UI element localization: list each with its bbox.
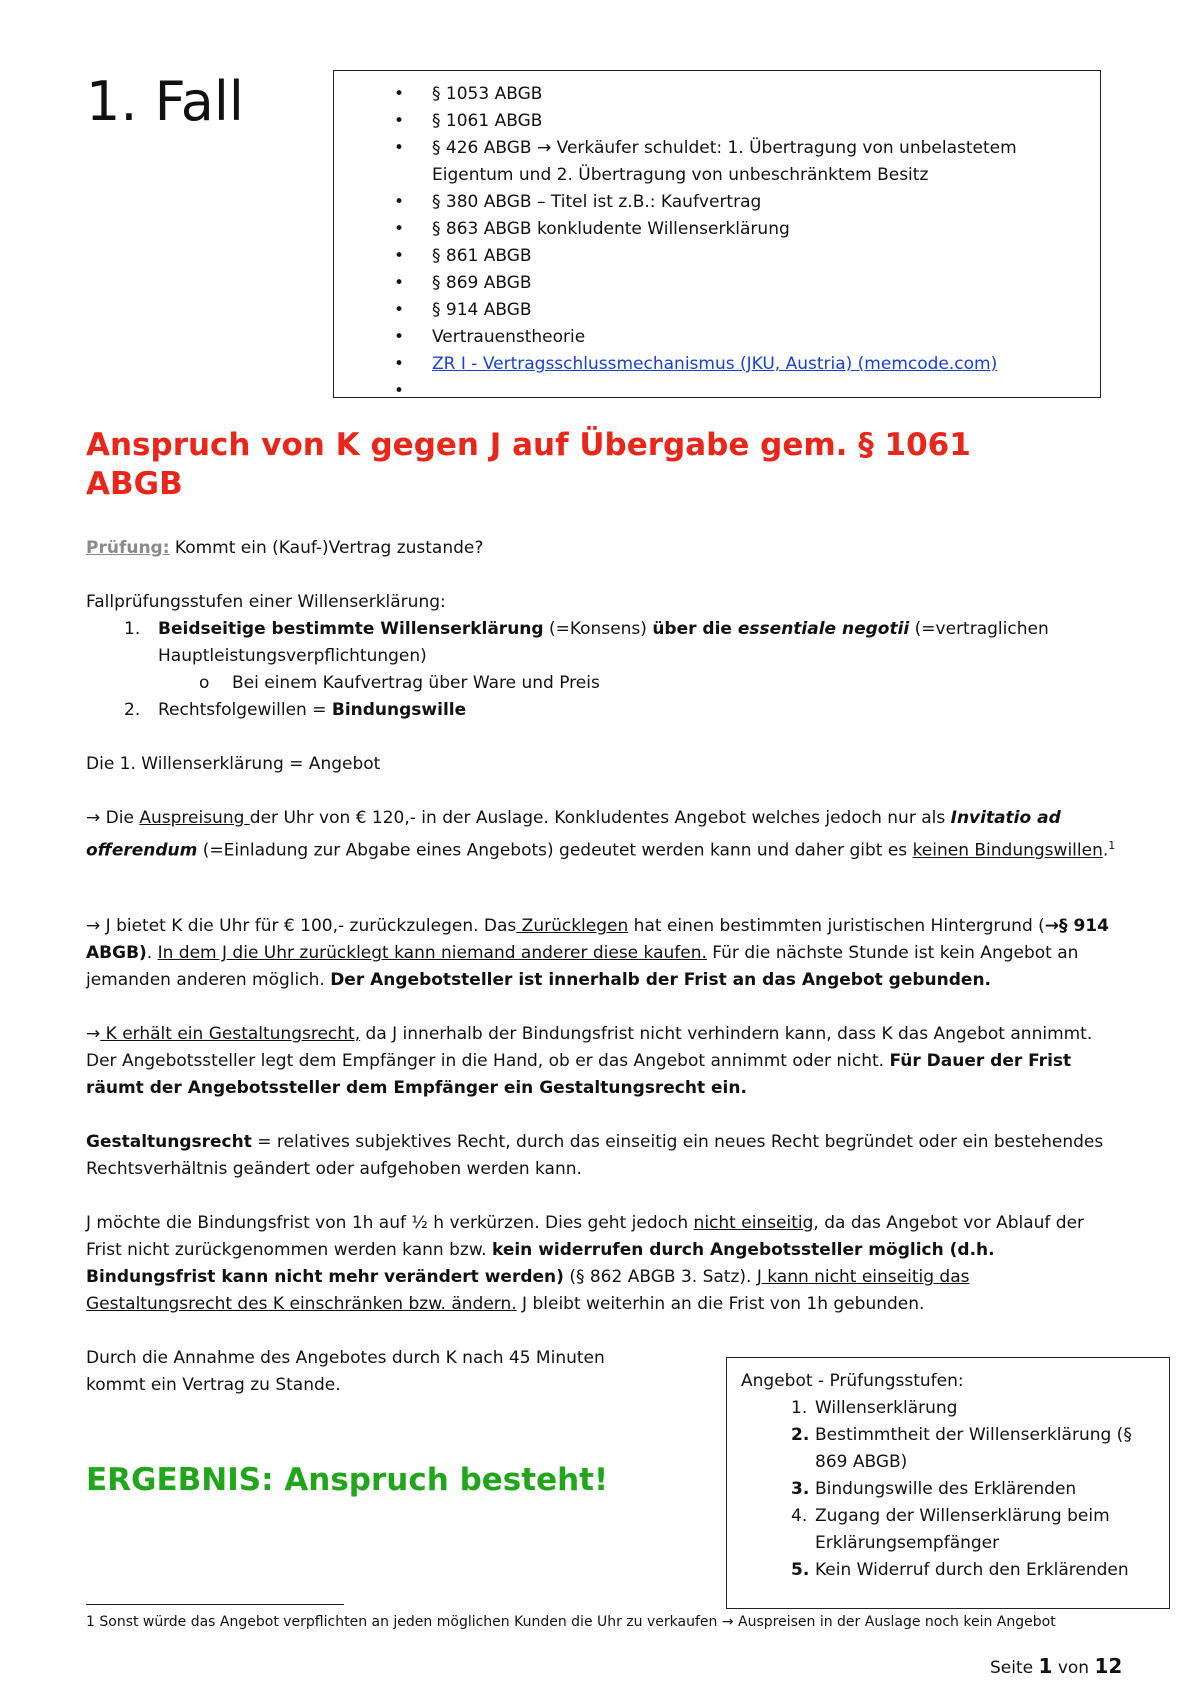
list-item: • § 869 ABGB: [394, 273, 532, 293]
stufen-intro: Fallprüfungsstufen einer Willenserklärung:: [86, 592, 446, 612]
page-number: Seite 1 von 12: [990, 1654, 1123, 1678]
paragraph-bindungsfrist: J möchte die Bindungsfrist von 1h auf ½ h verkürzen. Dies geht jedoch nicht einseitig, da das Angebot vor Ablauf der Frist nicht zurückgenommen werden kann bzw. kein widerrufen durch Angebotssteller möglich (d.h. Bindungsfrist kann nicht mehr verändert werden) (§ 862 ABGB 3. Satz). J kann nicht einseitig das Gestaltungsrecht des K einschränken bzw. ändern. J bleibt weiterhin an die Frist von 1h gebunden.: [86, 1213, 1085, 1314]
list-item: 3. Bindungswille des Erklärenden: [791, 1479, 1077, 1499]
list-item: 2. Bestimmtheit der Willenserklärung (§ 869 ABGB): [791, 1425, 1132, 1472]
memcode-link[interactable]: ZR I - Vertragsschlussmechanismus (JKU, Austria) (memcode.com): [432, 354, 998, 374]
list-item: 1. Beidseitige bestimmte Willenserklärung (=Konsens) über die essentiale negotii (=vertraglichen Hauptleistungsverpflichtungen): [124, 619, 1049, 666]
list-item: • § 426 ABGB → Verkäufer schuldet: 1. Übertragung von unbelastetem Eigentum und 2. Übertragung von unbeschränktem Besitz: [394, 138, 1017, 185]
paragraph-zuruecklegen: → J bietet K die Uhr für € 100,- zurückzulegen. Das Zurücklegen hat einen bestimmten juristischen Hintergrund (→§ 914 ABGB). In dem J die Uhr zurücklegt kann niemand anderer diese kaufen. Für die nächste Stunde ist kein Angebot an jemanden anderen möglich. Der Angebotsteller ist innerhalb der Frist an das Angebot gebunden.: [86, 916, 1109, 990]
list-item: • § 863 ABGB konkludente Willenserklärung: [394, 219, 790, 239]
box-title: Angebot - Prüfungsstufen:: [741, 1371, 964, 1391]
footnote-divider: [86, 1604, 344, 1605]
list-item: • § 914 ABGB: [394, 300, 532, 320]
paragraph-definition: Gestaltungsrecht = relatives subjektives Recht, durch das einseitig ein neues Recht begründet oder ein bestehendes Rechtsverhältnis geändert oder aufgehoben werden kann.: [86, 1132, 1104, 1179]
list-item: 1. Willenserklärung: [791, 1398, 958, 1418]
paragraph-auspreisung: → Die Auspreisung der Uhr von € 120,- in der Auslage. Konkludentes Angebot welches jedoch nur als Invitatio ad offerendum (=Einladung zur Abgabe eines Angebots) gedeutet werden kann und daher gibt es keinen Bindungswillen.$^1$: [86, 808, 1116, 861]
stufen-list: [86, 616, 1086, 724]
list-item: 2. Rechtsfolgewillen = Bindungswille: [124, 700, 467, 720]
references-box: • § 1053 ABGB • § 1061 ABGB • § 426 ABGB → Verkäufer schuldet: 1. Übertragung von unbelastetem Eigentum und 2. Übertragung von unbeschränktem Besitz • § 380 ABGB – Titel ist z.B.: Kaufvertrag • § 863 ABGB konkludente Willenserklärung • § 861 ABGB • § 869 ABGB • § 914 ABGB • Vertrauenstheorie • ZR I - Vertragsschlussmechanismus (JKU, Austria) (memcode.com) •: [333, 70, 1101, 398]
angebot-line: Die 1. Willenserklärung = Angebot: [86, 754, 381, 774]
list-item: 4. Zugang der Willenserklärung beim Erklärungsempfänger: [791, 1506, 1110, 1553]
angebot-pruefstufen-box: [726, 1357, 1170, 1609]
footnote: 1 Sonst würde das Angebot verpflichten an jeden möglichen Kunden die Uhr zu verkaufen → Auspreisen in der Auslage noch kein Angebot: [86, 1614, 1056, 1630]
list-item: 5. Kein Widerruf durch den Erklärenden: [791, 1560, 1129, 1580]
section-heading: Anspruch von K gegen J auf Übergabe gem. § 1061 ABGB: [86, 427, 971, 502]
paragraph-gestaltungsrecht: → K erhält ein Gestaltungsrecht, da J innerhalb der Bindungsfrist nicht verhindern kann, dass K das Angebot annimmt. Der Angebotssteller legt dem Empfänger in die Hand, ob er das Angebot annimmt oder nicht. Für Dauer der Frist räumt der Angebotssteller dem Empfänger ein Gestaltungsrecht ein.: [86, 1024, 1093, 1098]
result-heading: ERGEBNIS: Anspruch besteht!: [86, 1462, 609, 1498]
page-title: 1. Fall: [86, 70, 244, 133]
pruefung-line: Prüfung: Kommt ein (Kauf-)Vertrag zustande?: [86, 538, 484, 558]
list-item: o Bei einem Kaufvertrag über Ware und Preis: [199, 673, 600, 693]
list-item: • § 380 ABGB – Titel ist z.B.: Kaufvertrag: [394, 192, 762, 212]
list-item: • § 1053 ABGB: [394, 84, 543, 104]
list-item: • § 1061 ABGB: [394, 111, 543, 131]
list-item: • § 861 ABGB: [394, 246, 532, 266]
paragraph-annahme: Durch die Annahme des Angebotes durch K nach 45 Minuten kommt ein Vertrag zu Stande.: [86, 1348, 605, 1395]
list-item: • Vertrauenstheorie: [394, 327, 586, 347]
pruefung-label: Prüfung:: [86, 538, 170, 558]
list-item[interactable]: • ZR I - Vertragsschlussmechanismus (JKU, Austria) (memcode.com): [394, 354, 998, 374]
